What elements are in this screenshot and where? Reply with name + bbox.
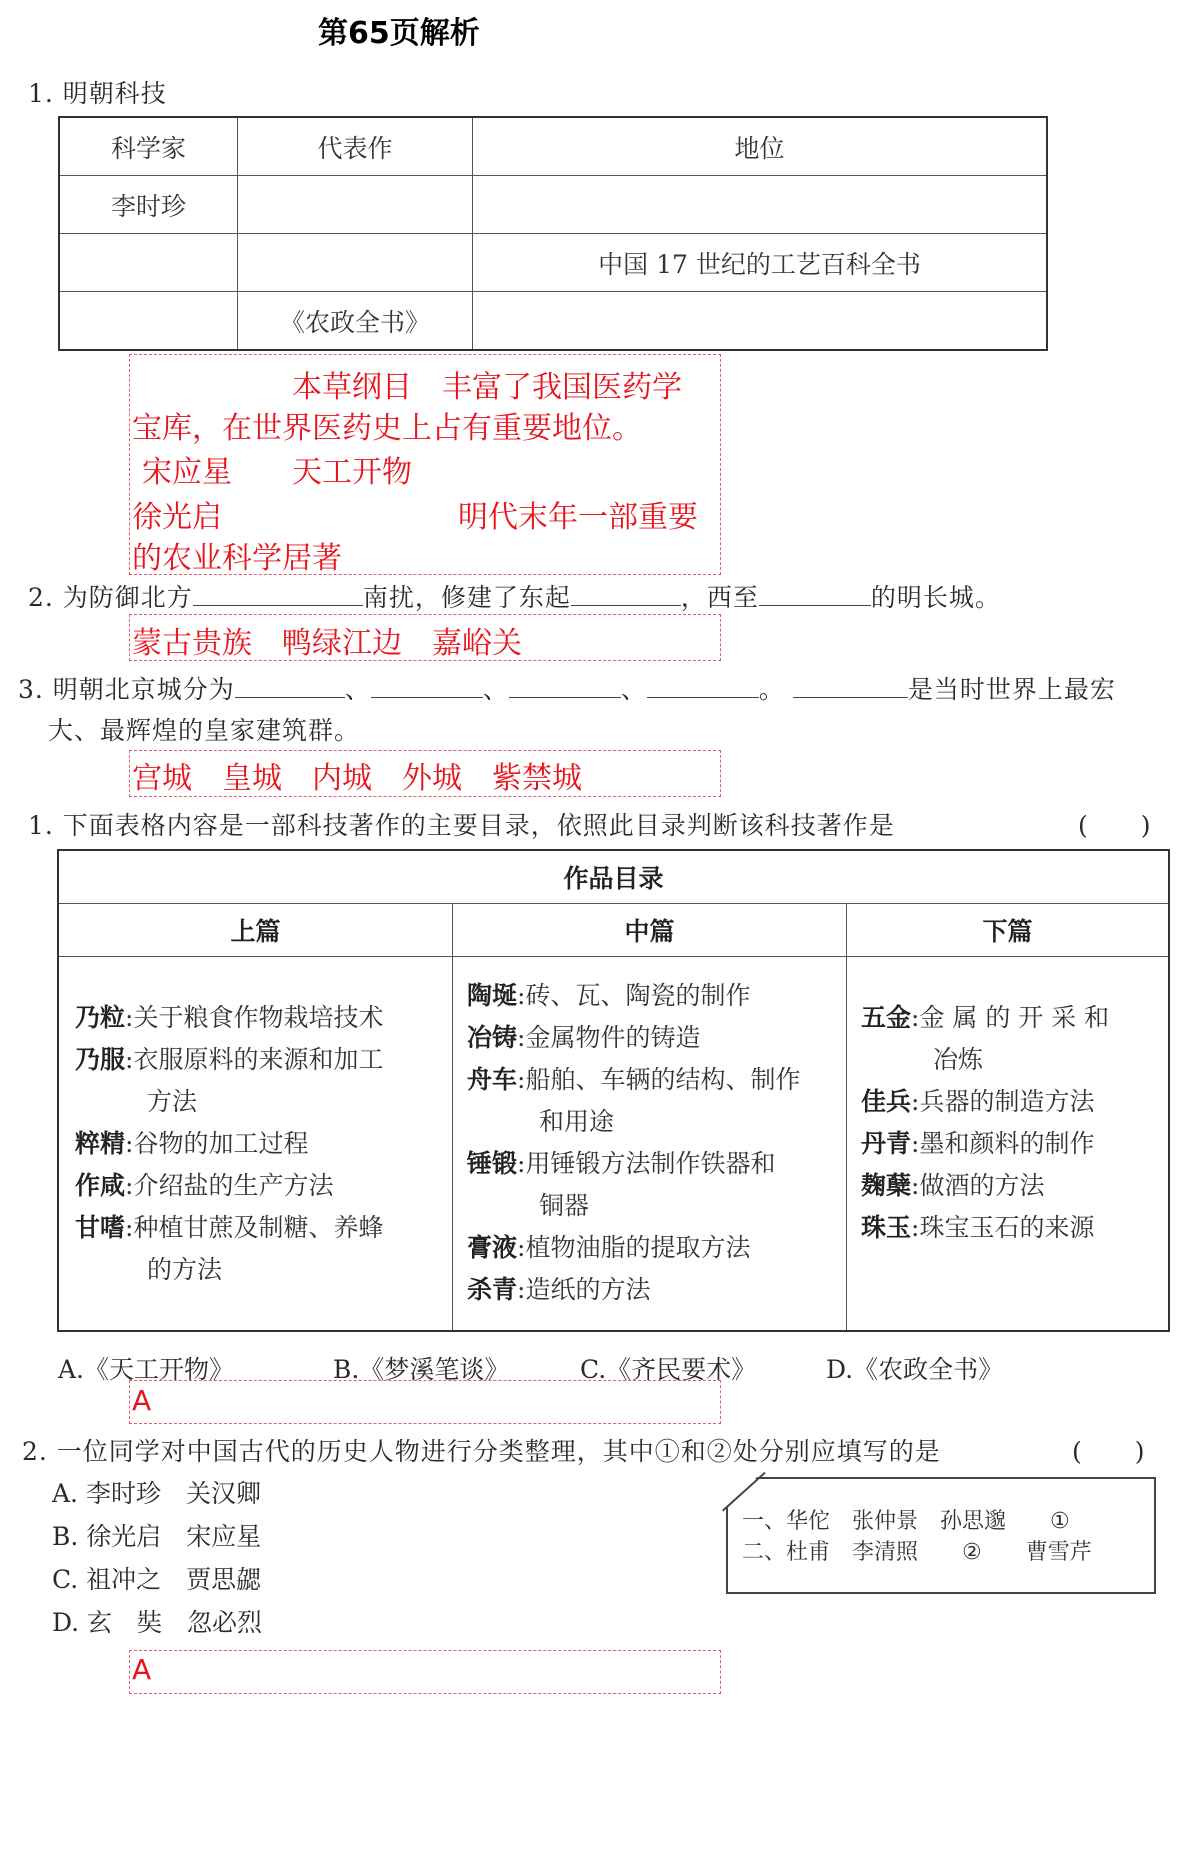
question-2-part-4: 的明长城。: [870, 583, 1001, 612]
question-2-part-2: 南扰，修建了东起: [362, 583, 571, 612]
blank: [509, 673, 621, 698]
cell-status-1: [473, 176, 1048, 234]
answer-1-line-4a: 徐光启: [132, 500, 222, 535]
mc-question-2-bracket: ( ): [1072, 1437, 1146, 1466]
answer-1-line-2: 宝库，在世界医药史上占有重要地位。: [132, 411, 642, 446]
option-c: C. 祖冲之 贾思勰: [52, 1565, 262, 1594]
blank: [759, 581, 871, 606]
question-1-label: 1. 明朝科技: [28, 79, 167, 108]
column-header-2: 中篇: [453, 904, 847, 957]
catalog-entry: 乃服:衣服原料的来源和加工: [75, 1045, 384, 1074]
answer-1-line-5: 的农业科学居著: [132, 541, 342, 576]
question-3-line-2: 大、最辉煌的皇家建筑群。: [48, 716, 361, 745]
header-work: 代表作: [238, 117, 473, 176]
cell-scientist-3: [59, 292, 238, 351]
question-3-line-1: [18, 670, 1116, 706]
separator: 、: [344, 675, 371, 704]
answer-2: 蒙古贵族 鸭绿江边 嘉峪关: [132, 626, 522, 661]
blank: [235, 673, 345, 698]
catalog-entry: 膏液:植物油脂的提取方法: [467, 1233, 751, 1262]
answer-1-line-3: 宋应星 天工开物: [142, 455, 412, 490]
separator: 、: [620, 675, 647, 704]
science-table: [58, 116, 1048, 351]
blank: [193, 581, 363, 606]
catalog-entry-continuation: 铜器: [539, 1191, 590, 1220]
cell-scientist-2: [59, 234, 238, 292]
catalog-entry: 甘嗜:种植甘蔗及制糖、养蜂: [75, 1213, 384, 1242]
cell-work-2: [238, 234, 473, 292]
answer-mc-2: A: [132, 1653, 152, 1686]
catalog-entry: 粹精:谷物的加工过程: [75, 1129, 309, 1158]
catalog-entry-continuation: 冶炼: [933, 1045, 984, 1074]
catalog-entry: 麹蘖:做酒的方法: [861, 1171, 1045, 1200]
cell-status-3: [473, 292, 1048, 351]
answer-3: 宫城 皇城 内城 外城 紫禁城: [132, 761, 582, 796]
catalog-entry: 杀青:造纸的方法: [467, 1275, 651, 1304]
mc-question-2: 2. 一位同学对中国古代的历史人物进行分类整理，其中①和②处分别应填写的是: [22, 1437, 941, 1466]
catalog-entry: 丹青:墨和颜料的制作: [861, 1129, 1095, 1158]
mc-question-1-bracket: ( ): [1078, 811, 1152, 840]
option-a: A.《天工开物》: [58, 1355, 235, 1384]
catalog-entry: 佳兵:兵器的制造方法: [861, 1087, 1095, 1116]
option-b: B. 徐光启 宋应星: [52, 1522, 262, 1551]
option-c: C.《齐民要术》: [580, 1355, 757, 1384]
catalog-entry-continuation: 和用途: [539, 1107, 615, 1136]
catalog-entry: 陶埏:砖、瓦、陶瓷的制作: [467, 981, 751, 1010]
separator: 、: [482, 675, 509, 704]
answer-mc-1: A: [132, 1384, 152, 1417]
catalog-entry-continuation: 方法: [147, 1087, 198, 1116]
answer-box-mc-2: [129, 1650, 721, 1694]
blank: [793, 673, 908, 698]
catalog-entry: 五金:金 属 的 开 采 和: [861, 1003, 1110, 1032]
catalog-entry: 舟车:船舶、车辆的结构、制作: [467, 1065, 801, 1094]
question-2: [28, 578, 1001, 614]
catalog-column-1: [58, 957, 453, 1332]
question-3-part-2: 是当时世界上最宏: [907, 675, 1116, 704]
catalog-entry: 作咸:介绍盐的生产方法: [75, 1171, 334, 1200]
option-d: D. 玄 奘 忽必烈: [52, 1608, 263, 1637]
question-2-part-1: 2. 为防御北方: [28, 583, 193, 612]
answer-box-mc-1: [129, 1380, 721, 1424]
blank: [571, 581, 681, 606]
page-title: 第65页解析: [318, 16, 480, 51]
option-b: B.《梦溪笔谈》: [333, 1355, 510, 1384]
catalog-entry-continuation: 的方法: [147, 1255, 223, 1284]
catalog-entry: 乃粒:关于粮食作物栽培技术: [75, 1003, 384, 1032]
catalog-entry: 锤锻:用锤锻方法制作铁器和: [467, 1149, 776, 1178]
classification-row-2: 二、杜甫 李清照 ② 曹雪芹: [742, 1540, 1092, 1565]
blank: [371, 673, 483, 698]
header-status: 地位: [473, 117, 1048, 176]
option-d: D.《农政全书》: [826, 1355, 1004, 1384]
cell-work-1: [238, 176, 473, 234]
question-3-part-1: 3. 明朝北京城分为: [18, 675, 235, 704]
catalog-column-2: [453, 957, 847, 1332]
answer-1-line-4b: 明代末年一部重要: [458, 500, 698, 535]
column-header-3: 下篇: [847, 904, 1170, 957]
column-header-1: 上篇: [58, 904, 453, 957]
cell-work-3: 《农政全书》: [238, 292, 473, 351]
option-a: A. 李时珍 关汉卿: [52, 1479, 261, 1508]
catalog-column-3: [847, 957, 1170, 1332]
classification-row-1: 一、华佗 张仲景 孙思邈 ①: [742, 1509, 1070, 1534]
header-scientist: 科学家: [59, 117, 238, 176]
catalog-table: [57, 849, 1170, 1332]
question-2-part-3: ，西至: [680, 583, 759, 612]
catalog-title: 作品目录: [58, 850, 1169, 904]
blank: [647, 673, 759, 698]
catalog-entry: 珠玉:珠宝玉石的来源: [861, 1213, 1095, 1242]
period: 。: [758, 675, 785, 704]
answer-1-line-1: 本草纲目 丰富了我国医药学: [292, 370, 682, 405]
catalog-entry: 冶铸:金属物件的铸造: [467, 1023, 701, 1052]
cell-scientist-1: 李时珍: [59, 176, 238, 234]
cell-status-2: 中国 17 世纪的工艺百科全书: [473, 234, 1048, 292]
mc-question-1: 1. 下面表格内容是一部科技著作的主要目录，依照此目录判断该科技著作是: [28, 811, 895, 840]
